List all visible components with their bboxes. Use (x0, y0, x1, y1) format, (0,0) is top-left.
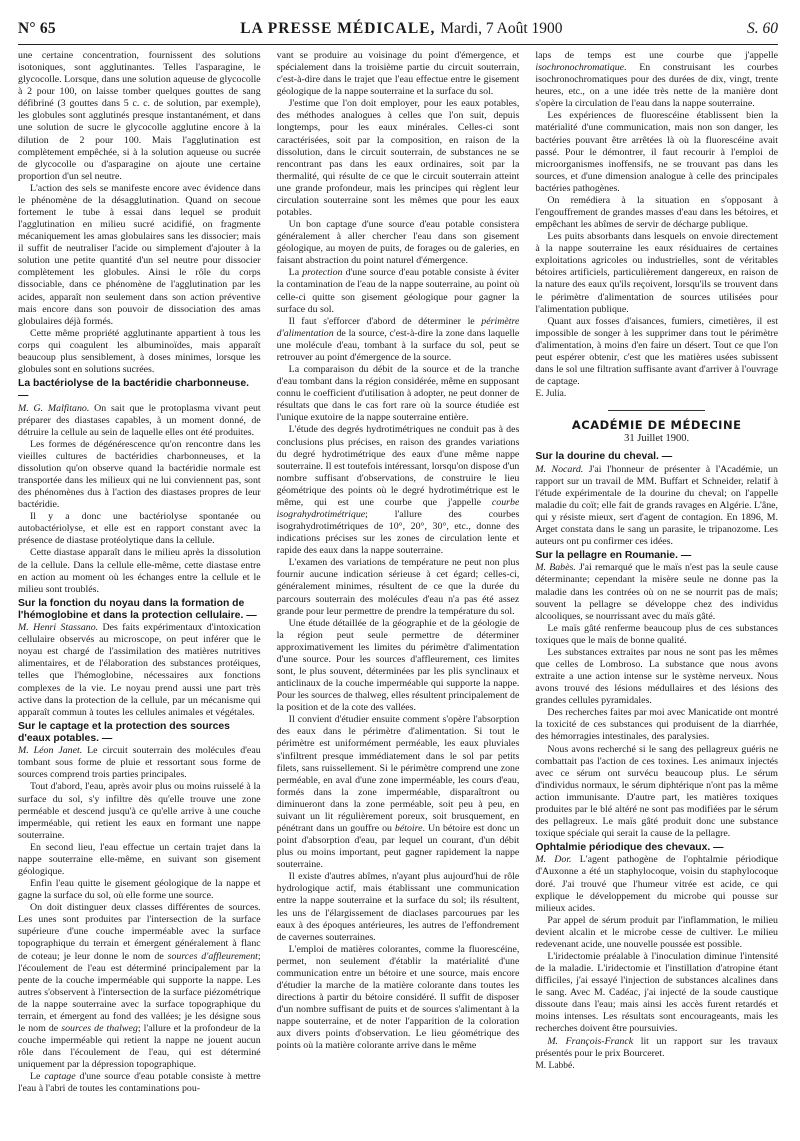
paragraph (18, 1071, 261, 1095)
lead-text: J'ai l'honneur de présenter à l'Académie, un rapport sur un travail de MM. Buffart et Schneider, relatif à l'étude expérimentale de la dourine du cheval; on l'appelle maladie du coït; elle fait de grands ravages en Algérie. L'âne, qui y résiste mieux, sert d'agent de contagion. En 1896, M. Arget constata dans le sang un parasite, le tripanozome. Les auteurs ont pu confirmer ces idées. (535, 463, 778, 548)
article-author: M. François-Franck (547, 1035, 634, 1047)
paragraph: Nous avons recherché si le sang des pellagreux guéris ne combattait pas l'action de ces toxines. Les animaux injectés avec ce sérum ont survécu beaucoup plus. Le sérum d'individus normaux, le sérum diphtérique n'ont pas la même action immunisante. D'autre part, les matières toxiques produites par le blé altéré ne sont pas modifiées par le sérum des pellagreux. Le maïs gâté produit donc une substance toxique spéciale qui serait la cause de la pellagre. (535, 743, 778, 840)
column-3 (535, 50, 778, 1137)
text-run: On doit distinguer deux classes différentes de sources. Les unes sont produites par l'intersection de la surface supérieure d'une couche imperméable avec la surface topographique du terrain et émergent généralement à flanc de coteau; je leur donne le nom de (18, 902, 261, 962)
emphasis: captage (44, 1071, 76, 1083)
article-lead (535, 854, 778, 914)
article-author: M. Dor. (535, 854, 572, 866)
article-author: M. G. Malfitano. (18, 402, 90, 414)
emphasis: protection (302, 267, 343, 279)
paragraph (277, 267, 520, 315)
paragraph: Les formes de dégénérescence qu'on rencontre dans les vieilles cultures de bactéridies charbonneuses, et la dissolution qu'on observe quand la bactéridie normale est transportée dans les milieux qui ne lui conviennent pas, sont des phénomènes dus à l'action des diastases propres de leur bactéridie. (18, 438, 261, 511)
text-run: de la source, c'est-à-dire la zone dans laquelle une molécule d'eau, tombant à la surface du sol, peut se retrouver au point d'émergence de la source. (276, 327, 520, 363)
article-title: La bactériolyse de la bactéridie charbonneuse. — (18, 378, 249, 402)
lead-text: Des faits expérimentaux d'intoxication cellulaire observés au microscope, on peut inférer que le noyau est chargé de l'assimilation des matières nutritives alimentaires, et de l'élaboration des substances protéiques, telles que l'hémoglobine, nécessaires aux fonctions complexes de la vie. Le noyau prend aussi une part très active dans la protection de la cellule, par un mécanisme qui apparaît commun à toutes les cellules animales et végétales. (18, 622, 261, 718)
article-title: Sur la fonction du noyau dans la formation de l'hémoglobine et dans la protection cellulaire. — (18, 597, 257, 621)
lead-text: Le circuit souterrain des molécules d'eau tombant sous forme de pluie et ressortant sous forme de sources comprend trois parties principales. (18, 745, 261, 781)
issue-date: Mardi, 7 Août 1900 (440, 20, 563, 37)
article-heading (535, 550, 778, 562)
paragraph: Quant aux fosses d'aisances, fumiers, cimetières, il est impossible de songer à les supprimer dans tout le périmètre d'alimentation, à moins d'en faire un désert. Tout ce que l'on peut espérer obtenir, c'est que les matières usées subissent dans le sol une filtration suffisante avant d'arriver à l'ouvrage de captage. (535, 315, 778, 388)
paragraph: Une étude détaillée de la géographie et de la géologie de la région peut seule permettre de déterminer approximativement les limites du périmètre d'alimentation d'une source. Pour les sources d'affleurement, ces limites sont, le plus souvent, déterminées par les plis synclinaux et anticlinaux de la couche imperméable qui supporte la nappe. Pour les sources de thalweg, elles résultent principalement de la position et de la cote des vallées. (276, 617, 520, 714)
paragraph: Il existe d'autres abîmes, n'ayant plus aujourd'hui de rôle hydrologique actif, mais établissant une communication entre la nappe souterraine et la surface du sol; ils résultent, les uns de l'élargissement de diaclases parcourues par les eaux à des époques antérieures, les autres de l'effondrement de cavernes souterraines. (276, 871, 520, 943)
article-author: M. Nocard. (535, 463, 584, 475)
lead-text: J'ai remarqué que le maïs n'est pas la seule cause déterminante; cependant la misère seule ne donne pas la maladie dans les contrées où on ne se nourrit pas de maïs; souvent la pellagre se développe chez des individus alcooliques, se nourrissant avec du maïs gâté. (535, 562, 778, 622)
issue-number: N° 65 (18, 20, 56, 37)
article-title: Sur la pellagre en Roumanie. — (535, 550, 692, 562)
paragraph: Un bon captage d'une source d'eau potable consistera généralement à aller chercher l'eau dans son gisement géologique, au moyen de puits, de forages ou de galeries, en faisant abstraction du point naturel d'émergence. (276, 219, 520, 267)
emphasis: sources de thalweg (61, 1023, 138, 1034)
text-run: d'une source d'eau potable consiste à éviter la contamination de l'eau de la nappe souterraine, au point où celle-ci quitte son gisement géologique pour gagner la surface du sol. (276, 267, 520, 315)
article-lead (18, 403, 261, 439)
section-divider (608, 410, 705, 411)
article-lead (535, 562, 778, 622)
page-number: S. 60 (746, 20, 778, 37)
text-run: La (288, 267, 303, 279)
text-run: laps de temps est une courbe que j'appelle (535, 50, 778, 61)
article-heading (18, 598, 261, 622)
paragraph (18, 902, 261, 1071)
section-heading: ACADÉMIE DE MÉDECINE (571, 418, 742, 433)
text-run: ; l'écoulement de l'eau est déterminé principalement par la pente de la couche imperméable qui supporte la nappe. Les autres s'observent à l'intersection de la surface piézométrique de la nappe souterraine avec la surface topographique du terrain, et émergent au fond des vallées; je les désigne sous le nom de (18, 950, 261, 1034)
paragraph: Le maïs gâté renferme beaucoup plus de ces substances toxiques que le maïs de bonne qualité. (535, 622, 778, 646)
article-author: M. Henri Stassano. (18, 622, 99, 634)
article-title: Ophtalmie périodique des chevaux. — (535, 842, 724, 854)
paragraph: Tout d'abord, l'eau, après avoir plus ou moins ruisselé à la surface du sol, s'y infiltre dès qu'elle trouve une zone perméable et descend jusqu'à ce qu'elle arrive à une couche imperméable, qui retient les eaux en formant une nappe souterraine. (18, 781, 261, 841)
emphasis: courbe isograhydrotimétrique (276, 496, 520, 520)
paragraph: une certaine concentration, fournissent des solutions isotoniques, sont agglutinantes. Telles l'asparagine, le glycocolle. Lorsque, dans une solution aqueuse de glycocolle à 2 pour 100, on laisse tomber quelques gouttes de sang défibriné (3 gouttes dans 5 c. c. de solution, par exemple), les globules sont agglutinés presque instantanément, et dans une solution de sucre le glycocolle agglutine encore à la dilution de 2 pour 100. Mais l'agglutination est complètement empêchée, si à la solution aqueuse ou sucrée de glycocolle ou d'asparagine on ajoute une certaine proportion d'un sel neutre. (18, 50, 261, 182)
text-run: Le (30, 1071, 45, 1083)
session-date: 31 Juillet 1900. (624, 433, 690, 445)
paragraph: Des recherches faites par moi avec Manicatide ont montré la toxicité de ces substances qui produisent de la diarrhée, des hémorragies intestinales, des paralysies. (535, 707, 778, 743)
paragraph: Par appel de sérum produit par l'inflammation, le milieu devient alcalin et le microbe cesse de cultiver. Le milieu redevenant acide, une nouvelle poussée est possible. (535, 914, 778, 950)
emphasis: bétoire (394, 823, 423, 834)
text-run: . Un bétoire est donc un point d'absorption d'eau, par lequel un courant, d'un débit plus ou moins important, peut gagner rapidement la nappe souterraine. (276, 823, 520, 871)
text-run: ; l'allure des courbes isograhydrotimétriques de 10°, 20°, 30°, etc., donne des indications précises sur les zones de circulation lente et rapide des eaux dans la nappe souterraine. (276, 508, 520, 557)
article-heading (535, 842, 778, 854)
paragraph (535, 50, 778, 110)
article-lead (18, 622, 261, 719)
text-run: ; l'allure et la profondeur de la couche imperméable qui retient la nappe ne jouent aucun rôle dans l'écoulement de l'eau, qui est déterminé uniquement par la dépression topographique. (18, 1023, 261, 1071)
text-run: d'une source d'eau potable consiste à mettre l'eau à l'abri de toutes les contaminations pou- (18, 1071, 261, 1095)
text-run: Il convient d'étudier ensuite comment s'opère l'absorption des eaux dans le périmètre d'alimentation. Si tout le périmètre est uniformément perméable, les eaux pluviales s'infiltrent presque immédiatement dans le sol par petits filets, sans ruissellement. Si le périmètre comprend une zone perméable, en aval d'une zone imperméable, les cours d'eau, formés dans la zone imperméable, disparaîtront ou diminueront dans la zone perméable, soit peu à peu, en suivant un lit régulièrement poreux, soit brusquement, en pénétrant dans un gouffre ou (276, 714, 520, 834)
paragraph: Enfin l'eau quitte le gisement géologique de la nappe et gagne la surface du sol, où elle forme une source. (18, 878, 261, 902)
article-title: Sur le captage et la protection des sources d'eaux potables. — (18, 720, 230, 744)
signature: E. Julia. (535, 389, 567, 400)
paragraph: On remédiera à la situation en s'opposant à l'engouffrement de grandes masses d'eau dans les bétoires, et empêchant les abîmes de servir de décharge publique. (535, 194, 778, 231)
emphasis: périmètre d'alimentation (276, 315, 520, 339)
paragraph (277, 316, 520, 364)
article-author: M. Léon Janet. (18, 745, 83, 757)
text-run: . En construisant les courbes isochronochromatiques pour des durées de dix, vingt, trente heures, etc., on a une idée très nette de la manière dont s'opère la circulation de l'eau dans la nappe souterraine. (535, 62, 778, 110)
lead-text: L'agent pathogène de l'ophtalmie périodique d'Auxonne a été un staphylocoque, voisin du staphylocoque doré. J'ai trouvé que l'humeur vitrée est acide, ce qui explique le développement du microbe qui pousse sur milieux acides. (535, 854, 778, 914)
journal-title (240, 20, 562, 38)
text-run: lit un rapport sur les travaux présentés pour le prix Bourceret. (535, 1035, 778, 1059)
paragraph: L'emploi de matières colorantes, comme la fluorescéine, permet, non seulement d'établir la matérialité d'une communication entre un bétoire et une source, mais encore d'étudier la marche de la matière colorante dans toutes les directions à partir du bétoire considéré. Il suffit de disposer d'un nombre suffisant de puits et de sources s'alimentant à la nappe souterraine, et de noter l'apparition de la coloration aux divers points d'observation. Le lieu géométrique des points où la matière colorante arrive dans le même (276, 943, 520, 1052)
paragraph: Les puits absorbants dans lesquels on envoie directement à la nappe souterraine les eaux résiduaires de certaines exploitations agricoles ou industrielles, sont de véritables bétoires artificiels, particulièrement dangereux, en raison de la nature des eaux qu'ils reçoivent, lorsqu'ils se trouvent dans le périmètre d'alimentation de sources utilisées pour l'alimentation publique. (535, 231, 778, 315)
paragraph: Les expériences de fluorescéine établissent bien la matérialité d'une communication, mais non son danger, les bactéries pouvant être arrêtées là où la fluorescéine avait passé. Pour le démontrer, il faut recourir à l'emploi de microorganismes inoffensifs, ne se trouvant pas dans les sources, et d'une dimension analogue à celle des principales bactéries pathogènes. (535, 110, 778, 194)
paragraph: J'estime que l'on doit employer, pour les eaux potables, des méthodes analogues à celles que l'on suit, depuis longtemps, pour les eaux minérales. Celles-ci sont caractérisées, soit par la composition, en raison de la dissolution, dans le circuit souterrain, de substances ne se rencontrant pas dans les eaux ordinaires, soit par la thermalité, qui résulte de ce que le circuit souterrain atteint une grande profondeur, mais les principes qui règlent leur circulation souterraine sont les mêmes que pour les eaux potables. (276, 98, 520, 219)
column-2 (277, 50, 520, 1137)
paragraph (277, 714, 520, 871)
article-columns (18, 50, 778, 1137)
text-run: Il faut s'efforcer d'abord de déterminer le (288, 315, 482, 327)
text-run: L'étude des degrés hydrotimétriques ne conduit pas à des conclusions plus précises, en raison des grandes variations du degré hydrotimétrique des eaux d'une même nappe souterraine. Il est toutefois intéressant, lorsqu'on dispose d'un nombre suffisant d'observations, de construire le lieu géométrique des points où le degré hydrotimétrique est le même, qui est une courbe que j'appelle (276, 424, 520, 508)
article-heading (18, 378, 261, 402)
page-header (18, 14, 778, 45)
article-lead (18, 745, 261, 781)
paragraph: Cette même propriété agglutinante appartient à tous les corps qui coagulent les albuminoïdes, mais apparaît beaucoup plus sensiblement, à doses minimes, lorsque les globules sont en solutions sucrées. (18, 327, 261, 376)
article-heading (535, 451, 778, 463)
paragraph: L'action des sels se manifeste encore avec évidence dans le phénomène de la désagglutination. Quand on secoue fortement le tube à essai dans lequel se produit l'agglutination en milieu sucré acidifié, on fragmente mécaniquement les amas globulaires sans les dissocier; mais il suffit de neutraliser l'acide ou simplement d'ajouter à la solution une petite quantité d'un sel neutre pour dissocier complètement les globules. Ainsi le rôle du corps dissociable, dans ce phénomène de l'agglutination par les acides, apparaît non seulement dans son action préventive mais encore dans son pouvoir de dissociation des amas globulaires déjà formés. (18, 182, 261, 327)
paragraph: La comparaison du débit de la source et de la tranche d'eau tombant dans la région considérée, même en supposant connu le coefficient d'utilisation à adopter, ne peut donner de résultats que dans le cas fort rare où la source étudiée est l'unique exutoire de la nappe souterraine entière. (276, 364, 520, 424)
signature: M. Labbé. (535, 1060, 575, 1071)
article-author: M. Babès. (535, 562, 576, 574)
paragraph: L'examen des variations de température ne peut non plus fournir aucune indication sérieuse à cet égard; celles-ci, généralement minimes, résultent de ce que la durée du parcours souterrain des molécules d'eau n'a pas été assez grande pour leur permettre de prendre la température du sol. (276, 557, 520, 617)
paragraph: L'iridectomie préalable à l'inoculation diminue l'intensité de la maladie. L'iridectomie et l'instillation d'atropine étant difficiles, j'ai essayé l'injection de substances alcalines dans le sang. Avec M. Cadéac, j'ai injecté de la soude caustique dissoute dans l'eau; mais ainsi les accès furent retardés et moins intenses. Les résultats sont encourageants, mais les recherches doivent être poursuivies. (535, 951, 778, 1035)
paragraph (535, 1036, 778, 1060)
lead-text: On sait que le protoplasma vivant peut préparer des diastases capables, à un moment donné, de détruire la cellule au sein de laquelle elles ont été produites. (18, 402, 261, 438)
paragraph: Il y a donc une bactériolyse spontanée ou autobactériolyse, et elle est en rapport constant avec la présence de diastase protéolytique dans la cellule. (18, 511, 261, 547)
emphasis: isochronochromatique (535, 62, 625, 74)
paragraph: vant se produire au voisinage du point d'émergence, et spécialement dans la troisième partie du circuit souterrain, c'est-à-dire dans le trajet que l'eau effectue entre le gisement géologique de la nappe souterraine et la surface du sol. (276, 50, 520, 98)
paragraph (277, 424, 520, 557)
article-heading (18, 721, 261, 745)
article-lead (535, 464, 778, 549)
column-1 (18, 50, 261, 1137)
paragraph: En second lieu, l'eau effectue un certain trajet dans la nappe souterraine elle-même, en suivant son gisement géologique. (18, 841, 261, 877)
emphasis: sources d'affleurement (167, 950, 258, 962)
paragraph: Les substances extraites par nous ne sont pas les mêmes que celles de Lombroso. La substance que nous avons extraite a une action intense sur le système nerveux. Nous avons trouvé des lésions médullaires et des lésions des grandes cellules pyramidales. (535, 646, 778, 707)
paragraph: Cette diastase apparaît dans le milieu après la dissolution de la cellule. Dans la cellule elle-même, cette diastase entre en action au moment où les échanges entre la cellule et le milieu sont troublés. (18, 547, 261, 595)
article-title: Sur la dourine du cheval. — (535, 451, 673, 463)
journal-name: LA PRESSE MÉDICALE, (240, 20, 436, 37)
